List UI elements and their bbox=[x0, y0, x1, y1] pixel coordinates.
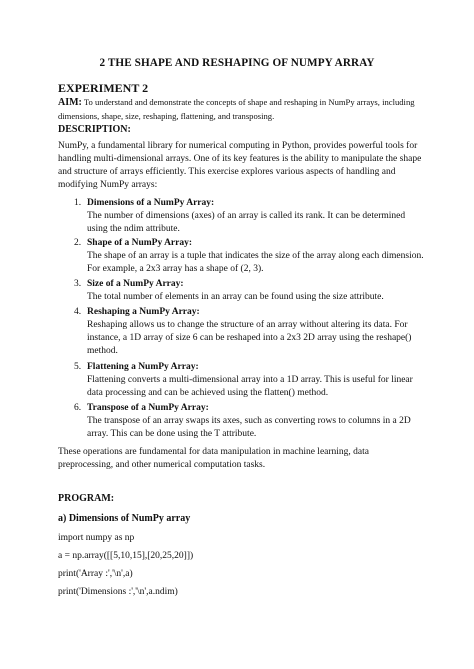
aim-text: To understand and demonstrate the concepts of shape and reshaping in NumPy arrays, including dimensions, shape, size, reshaping, flattening, and transposing. bbox=[58, 97, 415, 121]
list-item-text: The total number of elements in an array can be found using the size attribute. bbox=[87, 292, 384, 302]
program-subheading: a) Dimensions of NumPy array bbox=[58, 513, 191, 524]
code-line: a = np.array([[5,10,15],[20,25,20]]) bbox=[58, 551, 194, 561]
list-item-number: 2. bbox=[74, 238, 82, 248]
conclusion-paragraph: These operations are fundamental for data manipulation in machine learning, data preprocessing, and other numerical computation tasks. bbox=[58, 447, 370, 470]
experiment-heading: EXPERIMENT 2 bbox=[58, 81, 149, 95]
list-item-number: 5. bbox=[74, 362, 82, 372]
program-heading: PROGRAM: bbox=[58, 493, 115, 504]
code-line: import numpy as np bbox=[58, 533, 135, 543]
list-item-number: 6. bbox=[74, 403, 82, 413]
code-line: print('Dimensions :','\n',a.ndim) bbox=[58, 587, 178, 597]
aim-label: AIM: bbox=[58, 97, 82, 108]
list-item-number: 4. bbox=[74, 307, 82, 317]
list-item-text: Reshaping allows us to change the structure of an array without altering its data. For instance, a 1D array of size 6 can be reshaped into a 2x3 2D array using the reshape() method. bbox=[87, 320, 412, 356]
description-heading: DESCRIPTION: bbox=[58, 124, 131, 135]
list-item-text: The transpose of an array swaps its axes, such as converting rows to columns in a 2D array. This can be done using the T attribute. bbox=[87, 416, 411, 439]
list-item-title: Reshaping a NumPy Array: bbox=[87, 307, 200, 317]
list-item-number: 1. bbox=[74, 198, 82, 208]
description-paragraph: NumPy, a fundamental library for numerical computing in Python, provides powerful tools for handling multi-dimensional arrays. One of its key features is the ability to manipulate the shape and structure of arrays efficiently. This exercise explores various aspects of handling and modifying NumPy arrays: bbox=[58, 141, 422, 190]
list-item-text: Flattening converts a multi-dimensional array into a 1D array. This is useful for linear data processing and can be achieved using the flatten() method. bbox=[87, 375, 413, 398]
list-item-title: Transpose of a NumPy Array: bbox=[87, 403, 209, 413]
list-item-title: Dimensions of a NumPy Array: bbox=[87, 198, 215, 208]
list-item-title: Flattening a NumPy Array: bbox=[87, 362, 199, 372]
list-item-number: 3. bbox=[74, 279, 82, 289]
list-item-text: The number of dimensions (axes) of an array is called its rank. It can be determined using the ndim attribute. bbox=[87, 211, 406, 234]
page-title: 2 THE SHAPE AND RESHAPING OF NUMPY ARRAY bbox=[99, 57, 375, 69]
list-item-text: The shape of an array is a tuple that indicates the size of the array along each dimension. For example, a 2x3 array has a shape of (2, 3). bbox=[87, 251, 424, 274]
list-item-title: Shape of a NumPy Array: bbox=[87, 238, 193, 248]
list-item-title: Size of a NumPy Array: bbox=[87, 279, 184, 289]
aim-paragraph bbox=[58, 96, 420, 122]
code-line: print('Array :','\n',a) bbox=[58, 569, 133, 579]
